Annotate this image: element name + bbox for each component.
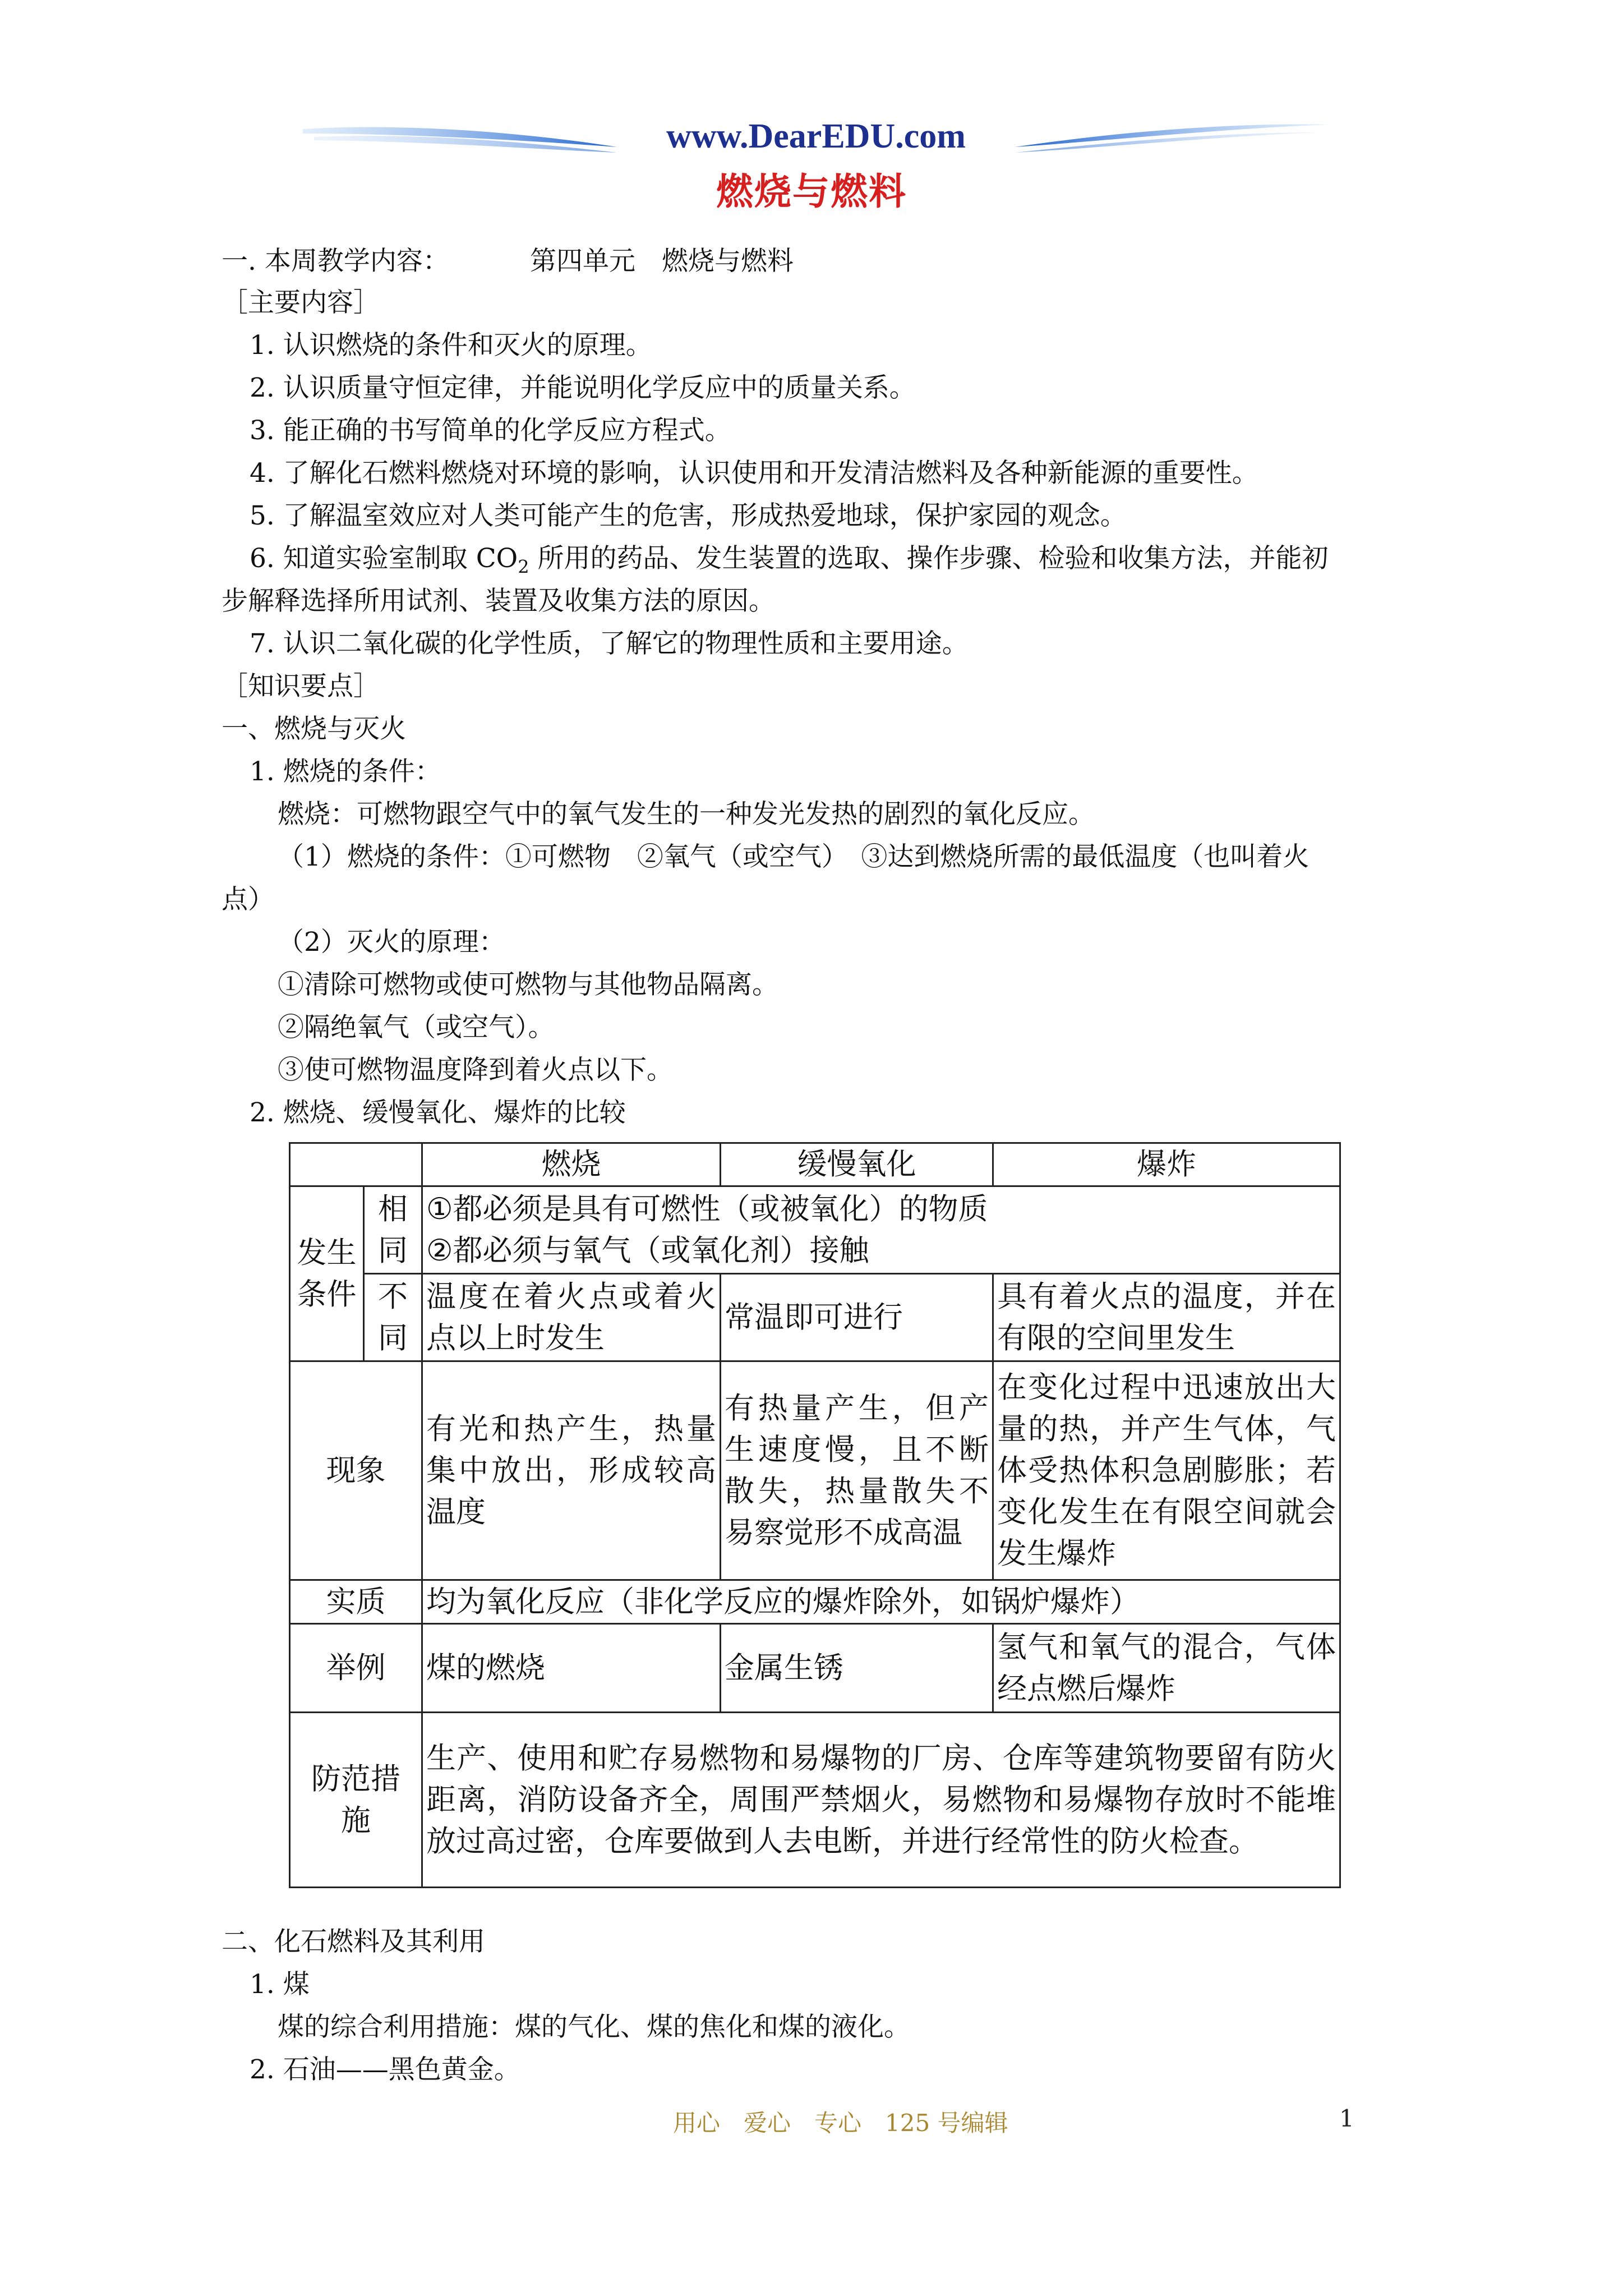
- body-text: 煤的综合利用措施：煤的气化、煤的焦化和煤的液化。: [278, 2012, 910, 2042]
- co2-subscript: 2: [518, 556, 529, 578]
- table-cell: 生产、使用和贮存易燃物和易爆物的厂房、仓库等建筑物要留有防火距离，消防设备齐全，周围严禁烟火，易燃物和易爆物存放时不能堆放过高过密，仓库要做到人去电断，并进行经常性的防火检查。: [422, 1713, 1340, 1888]
- table-cell: 常温即可进行: [721, 1274, 993, 1361]
- comparison-table: [289, 1142, 1341, 1888]
- item6-part-b: 所用的药品、发生装置的选取、操作步骤、检验和收集方法，并能初: [529, 543, 1329, 574]
- site-logo: [303, 112, 1329, 163]
- intro-unit: 第四单元 燃烧与燃料: [530, 246, 794, 277]
- subsection-heading: 1. 燃烧的条件：: [250, 756, 441, 787]
- row-label-example: 举例: [290, 1624, 422, 1713]
- section-heading: 二、化石燃料及其利用: [222, 1926, 485, 1957]
- footer-text: 用心 爱心 专心 125 号编辑: [673, 2109, 1008, 2137]
- table-row: [290, 1580, 1340, 1624]
- intro-heading: 一. 本周教学内容：: [222, 246, 449, 277]
- table-row: [290, 1713, 1340, 1888]
- subsection-heading: 2. 燃烧、缓慢氧化、爆炸的比较: [250, 1097, 626, 1128]
- extinguish-item: ①清除可燃物或使可燃物与其他物品隔离。: [278, 969, 778, 1000]
- table-header: 爆炸: [993, 1143, 1340, 1186]
- table-cell: 氢气和氧气的混合，气体经点燃后爆炸: [993, 1624, 1340, 1713]
- conditions-text: （1）燃烧的条件：①可燃物 ②氧气（或空气） ③达到燃烧所需的最低温度（也叫着火: [278, 841, 1310, 872]
- same-condition-cell: [422, 1186, 1340, 1274]
- page-title: 燃烧与燃料: [716, 169, 907, 213]
- subsection-heading: 2. 石油——黑色黄金。: [250, 2054, 520, 2085]
- definition-text: 燃烧：可燃物跟空气中的氧气发生的一种发光发热的剧烈的氧化反应。: [278, 799, 1095, 830]
- main-content-label: ［主要内容］: [222, 287, 380, 318]
- table-corner-cell: [290, 1143, 422, 1186]
- same-condition-1: ①都必须是具有可燃性（或被氧化）的物质: [426, 1191, 988, 1226]
- same-condition-2: ②都必须与氧气（或氧化剂）接触: [426, 1233, 869, 1268]
- knowledge-label: ［知识要点］: [222, 671, 380, 702]
- table-cell: 在变化过程中迅速放出大量的热，并产生气体，气体受热体积急剧膨胀；若变化发生在有限空间就会发生爆炸: [993, 1361, 1340, 1580]
- table-row: [290, 1624, 1340, 1713]
- conditions-text-continuation: 点）: [222, 884, 274, 915]
- list-item-continuation: 步解释选择所用试剂、装置及收集方法的原因。: [222, 586, 775, 616]
- site-url: www.DearEDU.com: [666, 117, 966, 155]
- extinguish-item: ②隔绝氧气（或空气）。: [278, 1012, 555, 1043]
- table-row: [290, 1186, 1340, 1274]
- section-heading: 一、燃烧与灭火: [222, 714, 406, 744]
- list-item: 2. 认识质量守恒定律，并能说明化学反应中的质量关系。: [250, 372, 916, 403]
- subsection-heading: 1. 煤: [250, 1969, 310, 2000]
- table-cell: 均为氧化反应（非化学反应的爆炸除外，如锅炉爆炸）: [422, 1580, 1340, 1624]
- table-cell: 煤的燃烧: [422, 1624, 721, 1713]
- list-item: 7. 认识二氧化碳的化学性质，了解它的物理性质和主要用途。: [250, 628, 969, 659]
- extinguish-item: ③使可燃物温度降到着火点以下。: [278, 1055, 673, 1085]
- row-label-essence: 实质: [290, 1580, 422, 1624]
- list-item: [250, 542, 1329, 583]
- row-label-phenomenon: 现象: [290, 1361, 422, 1580]
- table-cell: 具有着火点的温度，并在有限的空间里发生: [993, 1274, 1340, 1361]
- extinguish-heading: （2）灭火的原理：: [278, 927, 505, 958]
- same-label: 相同: [364, 1186, 422, 1274]
- table-cell: 有热量产生，但产生速度慢，且不断散失，热量散失不易察觉形不成高温: [721, 1361, 993, 1580]
- table-header-row: [290, 1143, 1340, 1186]
- table-cell: 有光和热产生，热量集中放出，形成较高温度: [422, 1361, 721, 1580]
- list-item: 3. 能正确的书写简单的化学反应方程式。: [250, 415, 731, 446]
- page-number: 1: [1339, 2105, 1354, 2132]
- table-cell: 金属生锈: [721, 1624, 993, 1713]
- row-label-condition: 发生条件: [290, 1186, 364, 1361]
- row-label-prevention: 防范措施: [290, 1713, 422, 1888]
- table-header: 燃烧: [422, 1143, 721, 1186]
- table-cell: 温度在着火点或着火点以上时发生: [422, 1274, 721, 1361]
- table-header: 缓慢氧化: [721, 1143, 993, 1186]
- diff-label: 不同: [364, 1274, 422, 1361]
- table-row: [290, 1274, 1340, 1361]
- table-row: [290, 1361, 1340, 1580]
- list-item: 5. 了解温室效应对人类可能产生的危害，形成热爱地球，保护家园的观念。: [250, 500, 1127, 531]
- item6-part-a: 6. 知道实验室制取 CO: [250, 543, 518, 574]
- list-item: 1. 认识燃烧的条件和灭火的原理。: [250, 330, 652, 361]
- list-item: 4. 了解化石燃料燃烧对环境的影响，认识使用和开发清洁燃料及各种新能源的重要性。: [250, 458, 1258, 489]
